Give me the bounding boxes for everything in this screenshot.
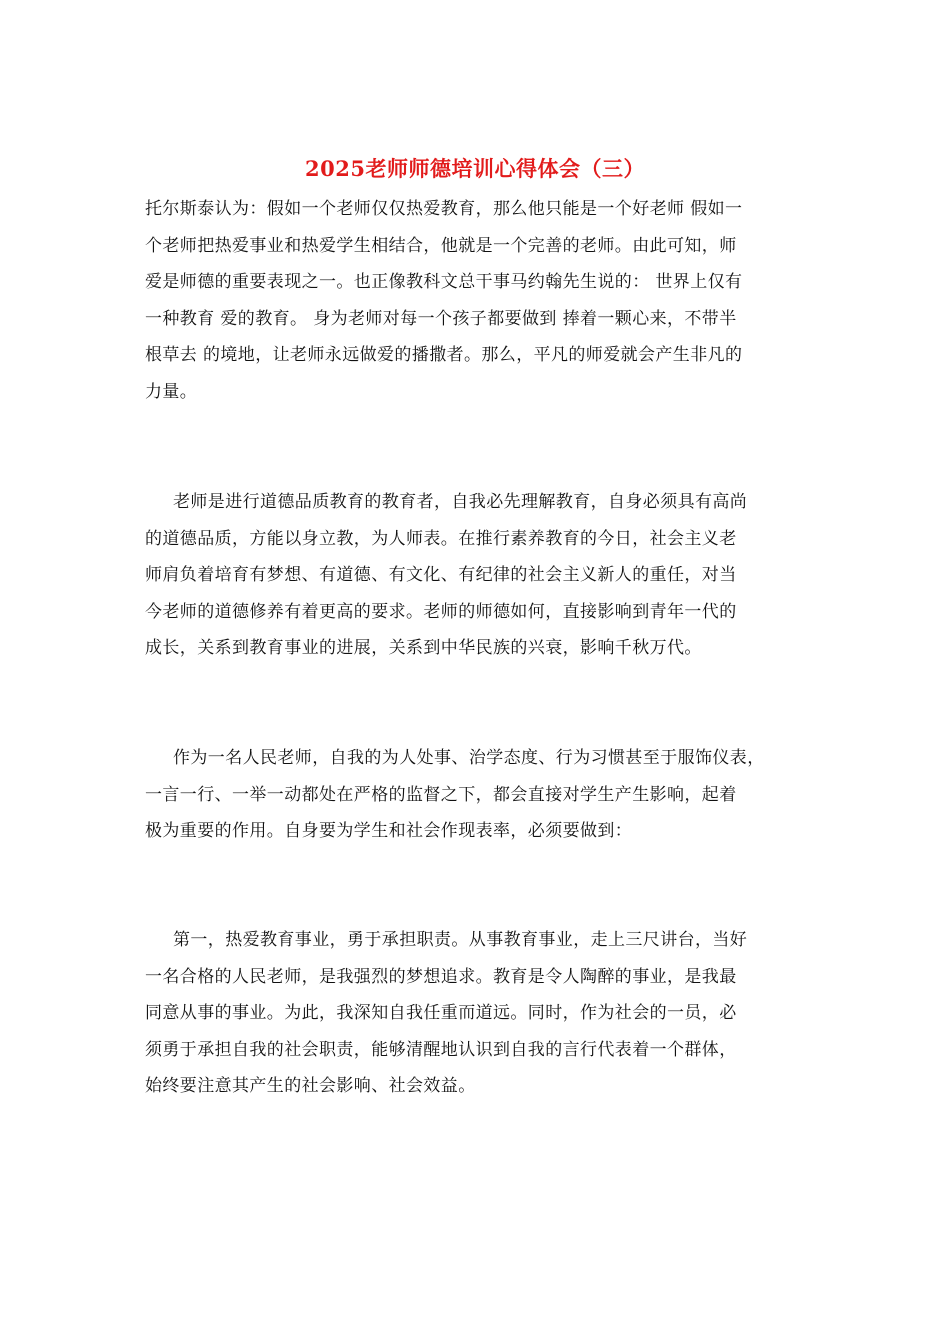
paragraph-line: 第一，热爱教育事业，勇于承担职责。从事教育事业，走上三尺讲台，当好 (173, 930, 748, 950)
paragraph-line: 个老师把热爱事业和热爱学生相结合，他就是一个完善的老师。由此可知，师 (145, 235, 737, 256)
paragraph-1 (145, 191, 815, 410)
paragraph-line: 同意从事的事业。为此，我深知自我任重而道远。同时，作为社会的一员，必 (145, 1003, 737, 1023)
paragraph-3 (145, 740, 815, 850)
paragraph-line: 老师是进行道德品质教育的教育者，自我必先理解教育，自身必须具有高尚 (173, 492, 748, 512)
paragraph-4 (145, 922, 815, 1105)
paragraph-line: 成长，关系到教育事业的进展，关系到中华民族的兴衰，影响千秋万代。 (145, 638, 702, 658)
paragraph-line: 师肩负着培育有梦想、有道德、有文化、有纪律的社会主义新人的重任，对当 (145, 565, 737, 585)
paragraph-line: 极为重要的作用。自身要为学生和社会作现表率，必须要做到： (145, 821, 633, 841)
paragraph-line: 一种教育 爱的教育。 身为老师对每一个孩子都要做到 捧着一颗心来，不带半 (145, 308, 737, 329)
paragraph-line: 始终要注意其产生的社会影响、社会效益。 (145, 1076, 476, 1096)
paragraph-line: 一言一行、一举一动都处在严格的监督之下，都会直接对学生产生影响，起着 (145, 784, 737, 805)
paragraph-line: 一名合格的人民老师，是我强烈的梦想追求。教育是令人陶醉的事业，是我最 (145, 966, 737, 987)
paragraph-line: 的道德品质，方能以身立教，为人师表。在推行素养教育的今日，社会主义老 (145, 528, 737, 549)
paragraph-line: 托尔斯泰认为：假如一个老师仅仅热爱教育，那么他只能是一个好老师 假如一 (145, 199, 743, 219)
document-title: 2025老师师德培训心得体会（三） (305, 156, 645, 181)
paragraph-2 (145, 484, 815, 667)
paragraph-line: 力量。 (145, 381, 198, 402)
paragraph-line: 作为一名人民老师，自我的为人处事、治学态度、行为习惯甚至于服饰仪表， (173, 748, 765, 768)
paragraph-line: 须勇于承担自我的社会职责，能够清醒地认识到自我的言行代表着一个群体， (145, 1039, 737, 1060)
paragraph-line: 今老师的道德修养有着更高的要求。老师的师德如何，直接影响到青年一代的 (145, 601, 737, 622)
paragraph-line: 根草去 的境地，让老师永远做爱的播撒者。那么，平凡的师爱就会产生非凡的 (145, 345, 743, 365)
paragraph-line: 爱是师德的重要表现之一。也正像教科文总干事马约翰先生说的： 世界上仅有 (145, 272, 743, 292)
